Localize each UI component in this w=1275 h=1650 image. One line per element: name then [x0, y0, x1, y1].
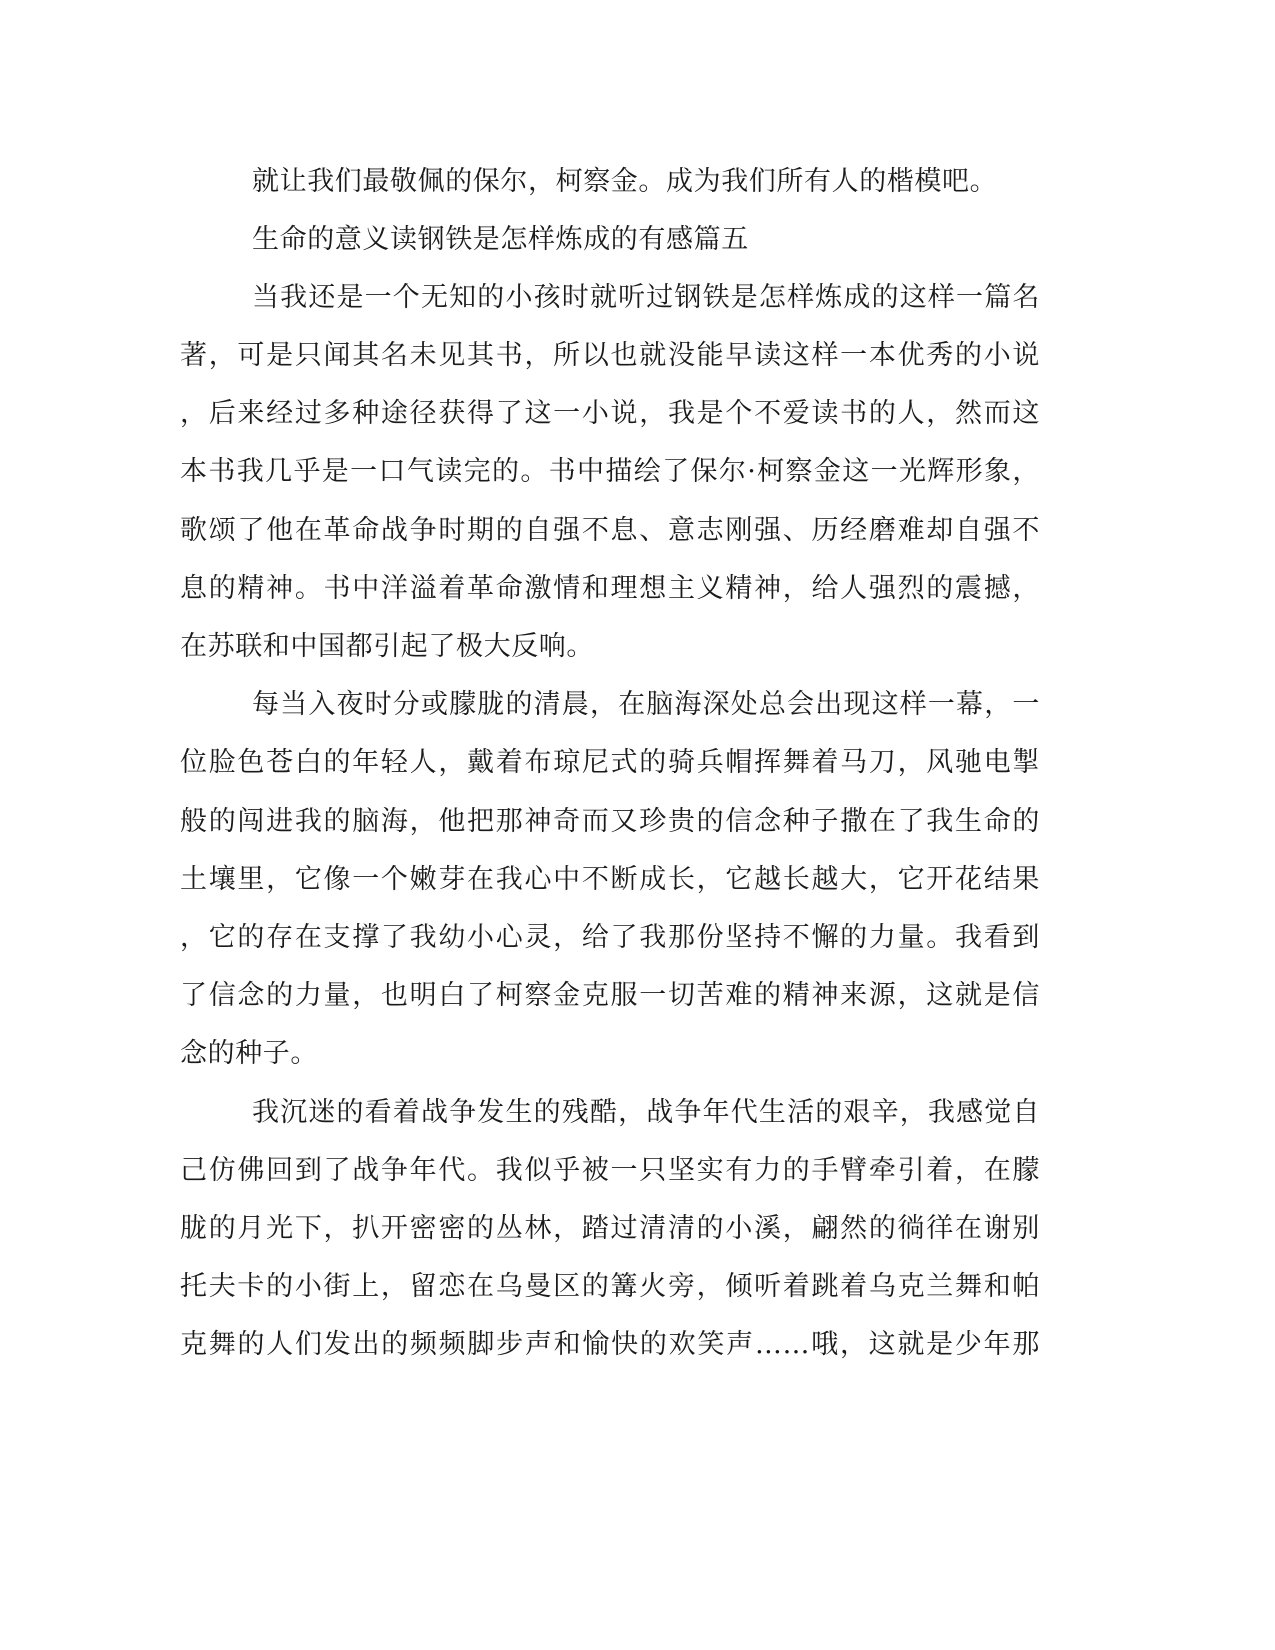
text-line: 托夫卡的小街上，留恋在乌曼区的篝火旁，倾听着跳着乌克兰舞和帕 [180, 1271, 1040, 1302]
text-line: 土壤里，它像一个嫩芽在我心中不断成长，它越长越大，它开花结果 [180, 864, 1040, 895]
text-line: 每当入夜时分或朦胧的清晨，在脑海深处总会出现这样一幕，一 [252, 689, 1040, 720]
text-line: 位脸色苍白的年轻人，戴着布琼尼式的骑兵帽挥舞着马刀，风驰电掣 [180, 747, 1040, 778]
text-line: 己仿佛回到了战争年代。我似乎被一只坚实有力的手臂牵引着，在朦 [180, 1155, 1040, 1186]
text-line: 胧的月光下，扒开密密的丛林，踏过清清的小溪，翩然的徜徉在谢别 [180, 1213, 1040, 1244]
text-line: 就让我们最敬佩的保尔，柯察金。成为我们所有人的楷模吧。 [252, 166, 998, 197]
text-line: 了信念的力量，也明白了柯察金克服一切苦难的精神来源，这就是信 [180, 980, 1040, 1011]
text-line: 在苏联和中国都引起了极大反响。 [180, 631, 594, 662]
text-line: 著，可是只闻其名未见其书，所以也就没能早读这样一本优秀的小说 [180, 340, 1040, 371]
text-line: ，它的存在支撑了我幼小心灵，给了我那份坚持不懈的力量。我看到 [180, 922, 1040, 953]
text-line: 我沉迷的看着战争发生的残酷，战争年代生活的艰辛，我感觉自 [252, 1097, 1040, 1128]
text-line: 息的精神。书中洋溢着革命激情和理想主义精神，给人强烈的震撼， [180, 573, 1040, 604]
text-line: 当我还是一个无知的小孩时就听过钢铁是怎样炼成的这样一篇名 [252, 282, 1040, 313]
section-heading: 生命的意义读钢铁是怎样炼成的有感篇五 [252, 224, 749, 255]
text-line: 般的闯进我的脑海，他把那神奇而又珍贵的信念种子撒在了我生命的 [180, 806, 1040, 837]
text-line: 歌颂了他在革命战争时期的自强不息、意志刚强、历经磨难却自强不 [180, 515, 1040, 546]
text-line: ，后来经过多种途径获得了这一小说，我是个不爱读书的人，然而这 [180, 398, 1040, 429]
text-line: 本书我几乎是一口气读完的。书中描绘了保尔·柯察金这一光辉形象， [180, 456, 1040, 487]
text-line: 念的种子。 [180, 1038, 318, 1069]
text-line: 克舞的人们发出的频频脚步声和愉快的欢笑声……哦，这就是少年那 [180, 1329, 1040, 1360]
